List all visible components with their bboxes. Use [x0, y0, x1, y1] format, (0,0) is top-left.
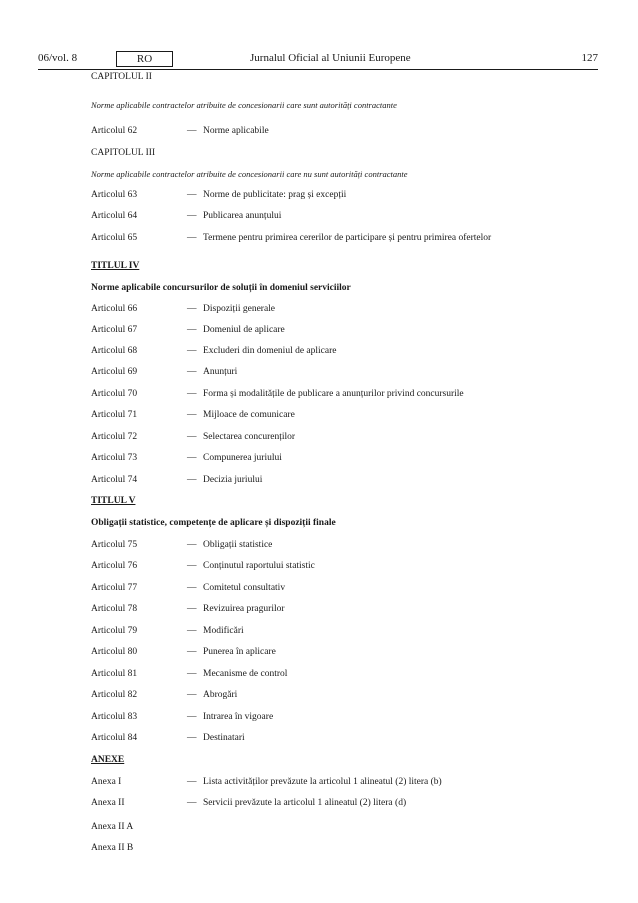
- toc-entry-description: Modificări: [203, 626, 244, 636]
- toc-entry-label: Articolul 69: [91, 367, 138, 377]
- toc-section: [91, 753, 611, 767]
- toc-section: [91, 167, 611, 181]
- toc-entry-dash: —: [187, 733, 197, 743]
- toc-entry-description: Abrogări: [203, 690, 238, 700]
- toc-entry-description: Dispoziții generale: [203, 304, 276, 314]
- toc-entry-label: Articolul 83: [91, 712, 138, 722]
- title-heading: ANEXE: [91, 755, 125, 765]
- toc-entry-label: Articolul 84: [91, 733, 138, 743]
- toc-section: [91, 98, 611, 112]
- toc-entry-label: Articolul 62: [91, 126, 138, 136]
- toc-entry-label: Anexa II A: [91, 822, 134, 832]
- toc-entry-dash: —: [187, 712, 197, 722]
- toc-entry: [91, 188, 611, 202]
- toc-section: [91, 281, 611, 295]
- toc-entry-label: Articolul 67: [91, 325, 138, 335]
- toc-entry-dash: —: [187, 626, 197, 636]
- toc-entry-dash: —: [187, 583, 197, 593]
- toc-entry: [91, 387, 611, 401]
- toc-entry-label: Articolul 81: [91, 669, 138, 679]
- toc-entry-description: Publicarea anunțului: [203, 211, 282, 221]
- toc-section: [91, 259, 611, 273]
- toc-entry: [91, 124, 611, 138]
- toc-entry-label: Articolul 76: [91, 561, 138, 571]
- toc-entry: [91, 688, 611, 702]
- chapter-heading: CAPITOLUL II: [91, 72, 152, 82]
- toc-entry-dash: —: [187, 475, 197, 485]
- toc-entry: [91, 451, 611, 465]
- toc-entry-description: Punerea în aplicare: [203, 647, 276, 657]
- toc-entry-description: Decizia juriului: [203, 475, 263, 485]
- toc-entry-dash: —: [187, 647, 197, 657]
- toc-entry: [91, 602, 611, 616]
- volume-label: 06/vol. 8: [38, 52, 78, 64]
- toc-entry-label: Articolul 64: [91, 211, 138, 221]
- title-heading: TITLUL V: [91, 496, 136, 506]
- toc-entry-dash: —: [187, 540, 197, 550]
- toc-entry-label: Articolul 72: [91, 432, 138, 442]
- toc-entry-dash: —: [187, 561, 197, 571]
- toc-entry: [91, 209, 611, 223]
- toc-entry-dash: —: [187, 453, 197, 463]
- toc-entry-description: Excluderi din domeniul de aplicare: [203, 346, 337, 356]
- toc-entry-description: Comitetul consultativ: [203, 583, 286, 593]
- toc-entry: [91, 473, 611, 487]
- toc-entry: [91, 710, 611, 724]
- toc-entry-dash: —: [187, 211, 197, 221]
- chapter-subtitle: Norme aplicabile contractelor atribuite de concesionarii care sunt autorități contractante: [91, 100, 397, 110]
- toc-entry: [91, 231, 611, 245]
- chapter-subtitle: Norme aplicabile contractelor atribuite de concesionarii care nu sunt autorități contractante: [91, 169, 408, 179]
- title-heading: TITLUL IV: [91, 261, 140, 271]
- toc-entry-label: Anexa I: [91, 777, 122, 787]
- toc-entry-dash: —: [187, 798, 197, 808]
- toc-entry-dash: —: [187, 669, 197, 679]
- toc-entry-label: Articolul 79: [91, 626, 138, 636]
- journal-title: Jurnalul Oficial al Uniunii Europene: [250, 52, 411, 64]
- toc-entry-dash: —: [187, 604, 197, 614]
- toc-entry-description: Anunțuri: [203, 367, 238, 377]
- title-subtitle: Norme aplicabile concursurilor de soluții în domeniul serviciilor: [91, 283, 351, 293]
- toc-entry-label: Articolul 71: [91, 410, 138, 420]
- toc-entry-label: Articolul 82: [91, 690, 138, 700]
- toc-entry-description: Intrarea în vigoare: [203, 712, 274, 722]
- toc-entry: [91, 645, 611, 659]
- title-subtitle: Obligații statistice, competențe de aplicare și dispoziții finale: [91, 518, 336, 528]
- toc-entry: [91, 344, 611, 358]
- toc-entry-description: Servicii prevăzute la articolul 1 alineatul (2) litera (d): [203, 798, 407, 808]
- toc-entry-description: Destinatari: [203, 733, 245, 743]
- toc-section: [91, 70, 611, 84]
- toc-entry-dash: —: [187, 410, 197, 420]
- toc-entry-dash: —: [187, 233, 197, 243]
- toc-entry-description: Compunerea juriului: [203, 453, 282, 463]
- toc-entry-label: Articolul 77: [91, 583, 138, 593]
- toc-entry-label: Articolul 73: [91, 453, 138, 463]
- toc-entry-description: Revizuirea pragurilor: [203, 604, 285, 614]
- toc-entry-dash: —: [187, 304, 197, 314]
- toc-entry-description: Mecanisme de control: [203, 669, 288, 679]
- toc-entry-description: Domeniul de aplicare: [203, 325, 285, 335]
- toc-entry-label: Articolul 70: [91, 389, 138, 399]
- toc-entry: [91, 796, 611, 810]
- toc-entry-dash: —: [187, 432, 197, 442]
- toc-entry-dash: —: [187, 190, 197, 200]
- toc-entry-description: Norme de publicitate: prag și excepții: [203, 190, 347, 200]
- toc-entry-dash: —: [187, 777, 197, 787]
- toc-entry-label: Articolul 66: [91, 304, 138, 314]
- toc-entry: [91, 841, 611, 855]
- toc-entry-description: Conținutul raportului statistic: [203, 561, 315, 571]
- toc-entry: [91, 624, 611, 638]
- toc-entry-dash: —: [187, 126, 197, 136]
- toc-entry: [91, 775, 611, 789]
- toc-entry-label: Articolul 80: [91, 647, 138, 657]
- toc-entry-description: Norme aplicabile: [203, 126, 269, 136]
- toc-entry: [91, 365, 611, 379]
- chapter-heading: CAPITOLUL III: [91, 148, 156, 158]
- toc-section: [91, 146, 611, 160]
- toc-entry-description: Forma și modalitățile de publicare a anunțurilor privind concursurile: [203, 389, 464, 399]
- toc-entry-dash: —: [187, 690, 197, 700]
- page-header: [38, 52, 598, 68]
- toc-entry-description: Termene pentru primirea cererilor de participare și pentru primirea ofertelor: [203, 233, 492, 243]
- toc-entry-description: Selectarea concurenților: [203, 432, 296, 442]
- toc-entry-label: Articolul 68: [91, 346, 138, 356]
- toc-entry: [91, 538, 611, 552]
- toc-entry: [91, 667, 611, 681]
- toc-entry-label: Articolul 78: [91, 604, 138, 614]
- toc-entry: [91, 559, 611, 573]
- toc-entry: [91, 731, 611, 745]
- toc-entry: [91, 430, 611, 444]
- toc-entry-description: Obligații statistice: [203, 540, 273, 550]
- toc-entry-description: Lista activităților prevăzute la articolul 1 alineatul (2) litera (b): [203, 777, 442, 787]
- toc-entry-label: Articolul 65: [91, 233, 138, 243]
- toc-section: [91, 494, 611, 508]
- toc-entry: [91, 323, 611, 337]
- toc-entry-dash: —: [187, 346, 197, 356]
- toc-entry: [91, 302, 611, 316]
- toc-section: [91, 516, 611, 530]
- toc-entry-dash: —: [187, 325, 197, 335]
- toc-entry-label: Articolul 75: [91, 540, 138, 550]
- toc-entry-label: Articolul 63: [91, 190, 138, 200]
- toc-entry-description: Mijloace de comunicare: [203, 410, 295, 420]
- toc-entry-dash: —: [187, 367, 197, 377]
- toc-entry-label: Articolul 74: [91, 475, 138, 485]
- language-badge: RO: [116, 51, 173, 67]
- toc-entry-label: Anexa II B: [91, 843, 134, 853]
- toc-entry-label: Anexa II: [91, 798, 125, 808]
- toc-entry-dash: —: [187, 389, 197, 399]
- toc-entry: [91, 581, 611, 595]
- toc-entry: [91, 408, 611, 422]
- page-number: 127: [581, 52, 598, 64]
- toc-entry: [91, 820, 611, 834]
